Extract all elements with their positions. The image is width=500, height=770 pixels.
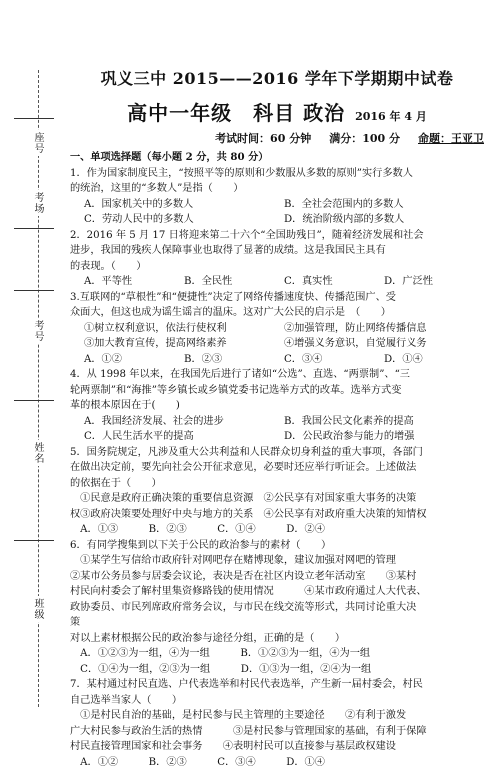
answer-option: B．全社会范围内的多数人 <box>284 197 484 213</box>
question-5 <box>70 445 484 538</box>
answer-option: ②加强管理，防止网络传播信息 <box>284 321 484 337</box>
answer-choice: C．③④ <box>284 352 384 368</box>
answer-choice: A．①② <box>84 352 184 368</box>
answer-choices <box>70 352 484 368</box>
section-heading: 一、单项选择题（每小题 2 分，共 80 分） <box>70 150 484 166</box>
question-4 <box>70 367 484 445</box>
class-label: 班级 <box>30 596 45 622</box>
exam-no-label: 考号 <box>30 318 45 344</box>
answer-option: B．我国公民文化素养的提高 <box>284 414 484 430</box>
question-text-line: 村民向村委会了解村里集资修路钱的使用情况 ④某市政府通过人大代表、 <box>70 584 484 600</box>
answer-option: ③加大教育宣传，提高网络素养 <box>84 336 284 352</box>
subtitle-row <box>70 97 484 126</box>
question-body <box>70 150 484 770</box>
room-label: 考场 <box>30 190 45 216</box>
exam-paper <box>70 66 484 770</box>
question-stem-line: 7．某村通过村民直选、户代表选举和村民代表选举，产生新一届村委会，村民 <box>70 677 484 693</box>
question-text-line: 权③政府决策要处理好中央与地方的关系 ④公民享有对政府重大决策的知情权 <box>70 507 484 523</box>
exam-no-blank <box>14 290 54 291</box>
answer-option: C．劳动人民中的多数人 <box>84 212 284 228</box>
answer-option: ①树立权利意识，依法行使权利 <box>84 321 284 337</box>
name-blank <box>14 400 54 401</box>
question-stem-line: 轮两票制”和“海推”等乡镇长或乡镇党委书记选举方式的改革。选举方式变 <box>70 383 484 399</box>
exam-author: 命题：王亚卫 <box>418 130 484 146</box>
answer-option: C．人民生活水平的提高 <box>84 429 284 445</box>
question-3 <box>70 290 484 368</box>
answer-choice: D．①④ <box>384 352 484 368</box>
answer-option: D．统治阶级内部的多数人 <box>284 212 484 228</box>
question-text-line: 村民直接管理国家和社会事务 ④表明村民可以直接参与基层政权建设 <box>70 739 484 755</box>
question-text-line: ①是村民自治的基础，是村民参与民主管理的主要途径 ②有利于激发 <box>70 708 484 724</box>
answer-choice: B．②③ <box>184 352 284 368</box>
question-stem-line: 2．2016 年 5 月 17 日将迎来第二十六个“全国助残日”，随着经济发展和社会 <box>70 228 484 244</box>
answer-options <box>70 197 484 228</box>
answer-option: ④增强义务意识，自觉履行义务 <box>284 336 484 352</box>
question-stem-line: 进步，我国的残疾人保障事业也取得了显著的成绩。这是我国民主具有 <box>70 243 484 259</box>
question-text-line: 政协委员、市民列席政府常务会议，与市民在线交流等形式，共同讨论重大决 <box>70 600 484 616</box>
question-7 <box>70 677 484 770</box>
question-text-line: A．①② B．②③ C．③④ D．①④ <box>70 755 484 770</box>
class-blank <box>14 540 54 541</box>
answer-option: D．广泛性 <box>384 274 484 290</box>
question-text-line: 策 <box>70 615 484 631</box>
answer-options <box>70 321 484 352</box>
question-stem-line: 1．作为国家制度民主，“按照平等的原则和少数服从多数的原则”实行多数人 <box>70 166 484 182</box>
answer-option: A．国家机关中的多数人 <box>84 197 284 213</box>
question-stem-line: 的统治，这里的“多数人”是指（ ） <box>70 181 484 197</box>
room-blank <box>14 228 54 229</box>
question-stem-line: 3.互联网的“草根性”和“便捷性”决定了网络传播速度快、传播范围广、受 <box>70 290 484 306</box>
question-text-line: A．①②③为一组，④为一组 B．①②③为一组，④为一组 <box>70 646 484 662</box>
question-text-line: ①某学生写信给市政府针对网吧存在赌博现象，建议加强对网吧的管理 <box>70 553 484 569</box>
question-stem-line: 自己选举当家人（ ） <box>70 693 484 709</box>
question-stem-line: 6．有同学搜集到以下关于公民的政治参与的素材（ ） <box>70 538 484 554</box>
question-text-line: 对以上素材根据公民的政治参与途径分组，正确的是（ ） <box>70 631 484 647</box>
question-1 <box>70 166 484 228</box>
exam-info <box>70 130 484 146</box>
exam-time: 考试时间：60 分钟 <box>215 130 311 146</box>
answer-options <box>70 414 484 445</box>
exam-title: 巩义三中 2015——2016 学年下学期期中试卷 <box>70 66 484 89</box>
answer-option: A．平等性 <box>84 274 184 290</box>
question-text-line: A．①③ B．②③ C．①④ D．②④ <box>70 522 484 538</box>
question-text-line: ①民意是政府正确决策的重要信息资源 ②公民享有对国家重大事务的决策 <box>70 491 484 507</box>
exam-subtitle: 高中一年级 科目 政治 <box>127 97 345 126</box>
question-stem-line: 在做出决定前，要先向社会公开征求意见，必要时还应举行听证会。上述做法 <box>70 460 484 476</box>
question-stem-line: 4．从 1998 年以来，在我国先后进行了诸如“公选”、直选、“两票制”、“三 <box>70 367 484 383</box>
answer-option: C．真实性 <box>284 274 384 290</box>
answer-option: B．全民性 <box>184 274 284 290</box>
answer-option: D．公民政治参与能力的增强 <box>284 429 484 445</box>
question-stem-line: 的依据在于（ ） <box>70 476 484 492</box>
answer-options <box>70 274 484 290</box>
question-text-line: ②某市公务员参与居委会议论，表决是否在社区内设立老年活动室 ③某村 <box>70 569 484 585</box>
question-text-line: C．①④为一组，②③为一组 D．①③为一组，②④为一组 <box>70 662 484 678</box>
question-stem-line: 5．国务院规定，凡涉及重大公共利益和人民群众切身利益的重大事项，各部门 <box>70 445 484 461</box>
question-6 <box>70 538 484 678</box>
name-label: 姓名 <box>30 440 45 466</box>
exam-date: 2016 年 4 月 <box>355 108 427 124</box>
question-stem-line: 的表现。（ ） <box>70 259 484 275</box>
answer-option: A．我国经济发展、社会的进步 <box>84 414 284 430</box>
seat-no-label: 座号 <box>30 130 45 156</box>
binding-margin <box>0 0 62 707</box>
question-stem-line: 革的根本原因在于( ) <box>70 398 484 414</box>
question-text-line: 广大村民参与政治生活的热情 ③是村民参与管理国家的基础，有利于保障 <box>70 724 484 740</box>
question-stem-line: 众面大，但这也成为谣生谣言的温床。这对广大公民的启示是 （ ） <box>70 305 484 321</box>
exam-score: 满分：100 分 <box>329 130 400 146</box>
seat-no-blank <box>14 118 54 119</box>
question-2 <box>70 228 484 290</box>
